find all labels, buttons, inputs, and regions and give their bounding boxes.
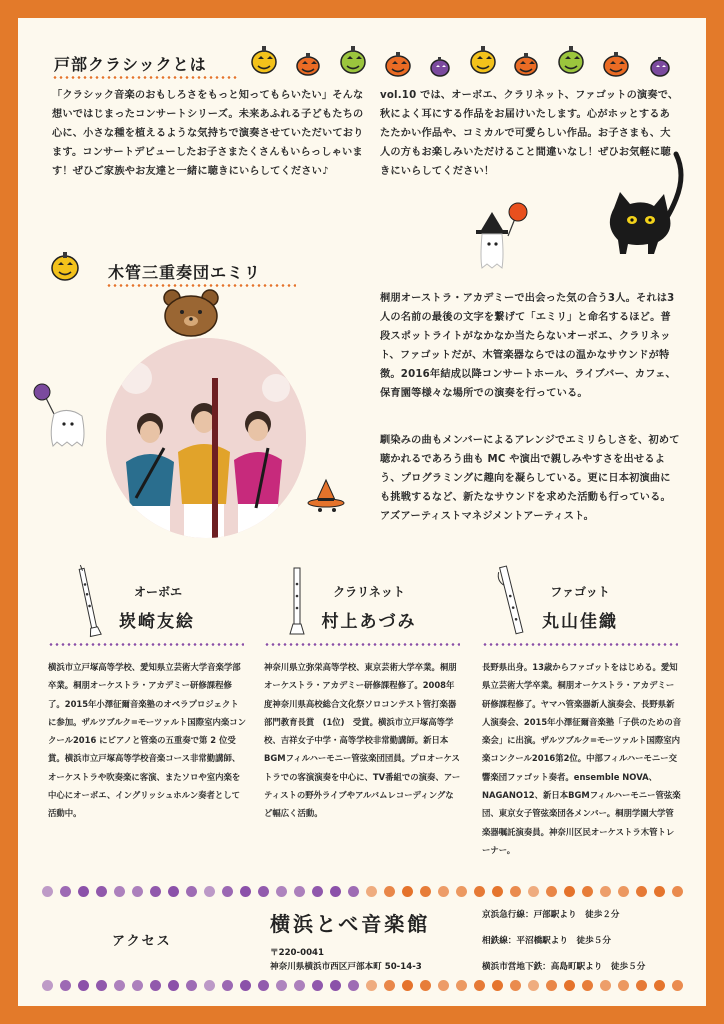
black-cat-icon [606,146,698,256]
pumpkin-icon [297,53,319,75]
decorative-dot [96,886,107,897]
member-name-oboe: 崁崎友絵 [119,612,195,632]
decorative-dot [600,980,611,991]
decorative-dot [366,980,377,991]
decorative-dot [222,886,233,897]
decorative-dot [114,886,125,897]
decorative-dot [276,980,287,991]
decorative-dot [258,980,269,991]
decorative-dot [186,886,197,897]
decorative-dot [672,886,683,897]
bear-icon [158,288,224,338]
pumpkin-icon [341,46,365,73]
member-divider [482,643,678,646]
pumpkin-icon [471,46,495,73]
decorative-dot [618,886,629,897]
decorative-dot [348,980,359,991]
decorative-dot [654,980,665,991]
decorative-dot [564,980,575,991]
decorative-dot [474,886,485,897]
venue-address: 神奈川県横浜市西区戸部本町 50-14-3 [270,962,422,972]
decorative-dot [582,980,593,991]
decorative-dot [204,886,215,897]
decorative-dot [114,980,125,991]
member-name-clarinet: 村上あづみ [321,612,417,632]
ghost-icon [32,380,92,460]
member-role-clarinet: クラリネット [333,585,405,599]
decorative-dot [294,886,305,897]
ghost-witch-icon [472,196,532,276]
decorative-dot [528,980,539,991]
decorative-dot [636,886,647,897]
decorative-dot [582,886,593,897]
decorative-dot-row [42,886,682,898]
decorative-dot [204,980,215,991]
decorative-dot [240,980,251,991]
route-keikyu: 京浜急行線：戸部駅より 徒歩２分 [482,910,620,920]
member-role-oboe: オーボエ [133,585,182,599]
intro-title: 戸部クラシックとは [54,55,207,74]
decorative-dot [276,886,287,897]
decorative-dot [654,886,665,897]
ensemble-para2: 馴染みの曲もメンバーによるアレンジでエミリらしさを、初めて聴かれるであろう曲も MC や演出で親しみやすさを出せるよう、プログラミングに趣向を凝らしている。更に日本初演曲にも挑戦するなど、新たなサウンドを求めた活動も行っている。アズアーティストマネジメントアーティスト。 [380,435,680,522]
access-label: アクセス [112,934,172,949]
member-bio-oboe: 横浜市立戸塚高等学校、愛知県立芸術大学音楽学部卒業。桐朋オーケストラ・アカデミー研修課程修了。2015年小澤征爾音楽塾のオペラプロジェクトに参加。ザルツブルク=モーツァルト国際室内楽コンクール2016 にピアノと管楽の五重奏で第 2 位受賞。横浜市立戸塚高等学校音楽コース非常勤講師、オーケストラや吹奏楽に客演、またソロや室内楽を中心にオーボエ、イングリッシュホルン奏者として活動中。 [48,662,246,819]
pumpkin-icon [252,46,276,73]
ensemble-photo [106,338,306,538]
pumpkin-icon [386,52,410,76]
clarinet-icon [284,564,310,638]
decorative-dot [384,886,395,897]
decorative-dot [78,886,89,897]
decorative-dot [150,886,161,897]
decorative-dot [546,886,557,897]
venue-name: 横浜とべ音楽館 [270,912,431,936]
member-bio-bassoon: 長野県出身。13歳からファゴットをはじめる。愛知県立芸術大学卒業。桐朋オーケストラ・アカデミー研修課程修了。ヤマハ管楽器新人演奏会、長野県新人演奏会、2015年小澤征爾音楽塾「子供のための音楽会」に出演。ザルツブルク=モーツァルト国際室内楽コンクール2016第2位。中部フィルハーモニー交響楽団ファゴット奏者。ensemble NOVA、NAGANO12、新日本BGMフィルハーモニー管弦楽団、東京女子管弦楽団各メンバー。桐朋学園大学管楽器嘱託演奏員。神奈川区民オーケストラ木管トレーナー。 [482,662,682,855]
ensemble-photo-image [106,338,306,538]
decorative-dot [438,886,449,897]
intro-left-text: 「クラシック音楽のおもしろさをもっと知ってもらいたい」そんな想いではじまったコンサートシリーズ。未来あふれる子どもたちの心に、小さな種を植えるような気持ちで演奏させていただいております。コンサートデビューしたお子さまたくさんもいらっしゃいます！ぜひご家族やお友達と一緒に聴きにいらしてください♪ [52,90,364,177]
decorative-dot [384,980,395,991]
decorative-dot [456,980,467,991]
member-divider [264,643,460,646]
witch-hat-icon [306,476,350,516]
pumpkin-icon [515,53,537,75]
decorative-dot [78,980,89,991]
ensemble-para1: 桐朋オーストラ・アカデミーで出会った気の合う3人。それは3人の名前の最後の文字を繋げて「エミリ」と命名するほど。普段スポットライトがなかなか当たらないオーボエ、クラリネット、ファゴットだが、木管楽器ならではの温かなサウンドが特徴。2016年結成以降コンサートホール、ライブバー、カフェ、保育園等様々な場所での演奏を行っている。 [380,293,676,399]
decorative-dot [402,980,413,991]
decorative-dot [222,980,233,991]
decorative-dot [42,980,53,991]
member-bio-clarinet: 神奈川県立弥栄高等学校、東京芸術大学卒業。桐朋オーケストラ・アカデミー研修課程修了。2008年度神奈川県高校総合文化祭ソロコンテスト管打楽器部門教育長賞 (1位) 受賞。横浜市立戸塚高等学校、吉祥女子中学・高等学校非常勤講師。新日本BGMフィルハーモニー管弦楽団団員。プロオーケストラでの客演演奏を中心に、TV番組での演奏、アーティストの野外ライブやアルバムレコーディングなど幅広く活動。 [264,662,461,819]
member-role-bassoon: ファゴット [550,585,610,599]
pumpkin-icon [431,57,449,76]
decorative-dot [438,980,449,991]
decorative-dot [312,886,323,897]
decorative-dot [420,980,431,991]
pumpkin-row-icon [248,36,688,86]
decorative-dot [132,980,143,991]
decorative-dot [492,886,503,897]
member-divider [48,643,244,646]
ensemble-title-underline [106,284,296,287]
oboe-icon [74,564,104,638]
decorative-dot [60,980,71,991]
decorative-dot [258,886,269,897]
decorative-dot [420,886,431,897]
decorative-dot [366,886,377,897]
decorative-dot [330,886,341,897]
decorative-dot [510,886,521,897]
decorative-dot [150,980,161,991]
decorative-dot [492,980,503,991]
member-name-bassoon: 丸山佳織 [542,612,618,632]
decorative-dot [168,886,179,897]
decorative-dot [672,980,683,991]
pumpkin-icon [651,57,669,76]
pumpkin-icon [50,250,80,282]
decorative-dot [132,886,143,897]
decorative-dot [546,980,557,991]
decorative-dot [456,886,467,897]
pumpkin-icon [604,52,628,76]
decorative-dot [96,980,107,991]
page-paper [18,18,706,1006]
decorative-dot [330,980,341,991]
decorative-dot [402,886,413,897]
decorative-dot [42,886,53,897]
decorative-dot [510,980,521,991]
decorative-dot [474,980,485,991]
decorative-dot [600,886,611,897]
decorative-dot [528,886,539,897]
decorative-dot-row [42,980,682,992]
route-sotetsu: 相鉄線：平沼橋駅より 徒歩５分 [482,936,611,946]
decorative-dot [636,980,647,991]
decorative-dot [168,980,179,991]
decorative-dot [294,980,305,991]
ensemble-title: 木管三重奏団エミリ [108,263,262,282]
decorative-dot [312,980,323,991]
decorative-dot [60,886,71,897]
pumpkin-icon [559,46,583,73]
venue-postal: 〒220-0041 [270,948,325,958]
decorative-dot [186,980,197,991]
intro-title-underline [52,76,238,79]
route-subway: 横浜市営地下鉄：高島町駅より 徒歩５分 [482,962,646,972]
intro-right-text: vol.10 では、オーボエ、クラリネット、ファゴットの演奏で、秋によく耳にする作品をお届けいたします。心がホッとするあたたかい作品や、コミカルで可愛らしい作品。お子さまも、大人の方もお楽しみいただけること間違いなし！ぜひお気軽に聴きにいらしてください！ [380,90,679,177]
decorative-dot [618,980,629,991]
decorative-dot [348,886,359,897]
decorative-dot [564,886,575,897]
decorative-dot [240,886,251,897]
